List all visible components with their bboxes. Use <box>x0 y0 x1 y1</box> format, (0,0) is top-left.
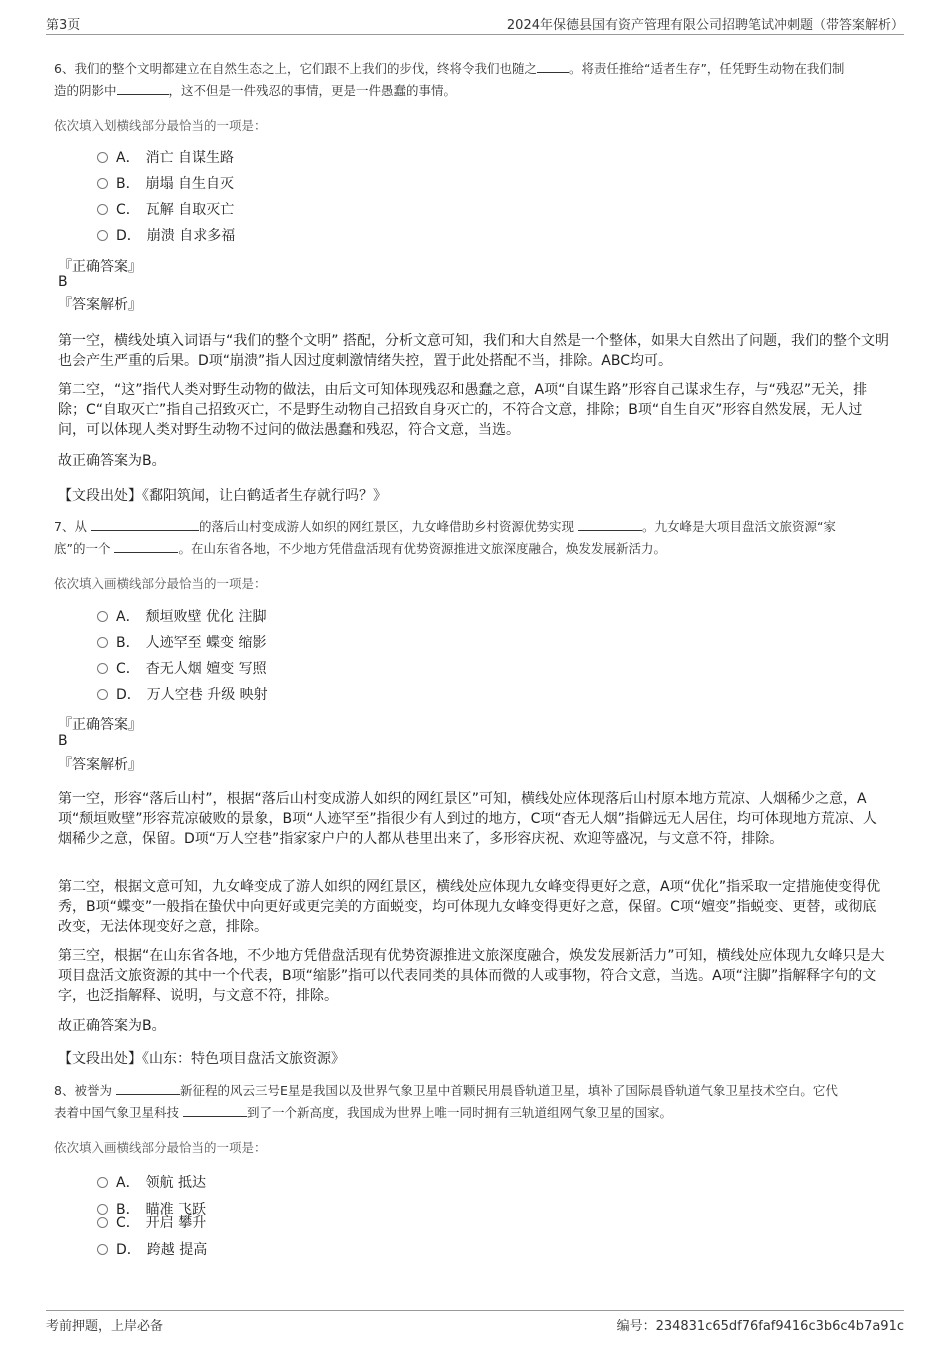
question-7-prompt: 依次填入画横线部分最恰当的一项是： <box>54 576 267 591</box>
q8-option-b[interactable]: B． 瞄准 飞跃 <box>97 1199 206 1221</box>
answer-label: 『正确答案』 <box>58 717 142 733</box>
q6-option-c[interactable]: C． 瓦解 自取灭亡 <box>97 199 234 221</box>
blank <box>578 516 642 531</box>
q7-option-c[interactable]: C． 杳无人烟 嬗变 写照 <box>97 658 267 680</box>
document-code: 编号：234831c65df76faf9416c3b6c4b7a91c <box>616 1319 904 1334</box>
radio-icon[interactable] <box>97 204 108 215</box>
q8-option-d[interactable]: D． 跨越 提高 <box>97 1239 207 1261</box>
radio-icon[interactable] <box>97 637 108 648</box>
radio-icon[interactable] <box>97 611 108 622</box>
q6-option-a[interactable]: A． 消亡 自谋生路 <box>97 147 234 169</box>
analysis-paragraph: 第二空，“这”指代人类对野生动物的做法，由后文可知体现残忍和愚蠢之意，A项“自谋生路”形容自己谋求生存，与“残忍”无关，排除；C“自取灭亡”指自己招致灭亡，不是野生动物自己招致自身灭亡的，不符合文意，排除；B项“自生自灭”形容自然发展，无人过问，可以体现人类对野生动物不过问的做法愚蠢和残忍，符合文意，当选。 <box>58 382 868 438</box>
q8-option-c[interactable]: C． 开启 攀升 <box>97 1212 206 1234</box>
q7-option-a[interactable]: A． 颓垣败壁 优化 注脚 <box>97 606 266 628</box>
q7-option-d[interactable]: D． 万人空巷 升级 映射 <box>97 684 268 706</box>
analysis-conclusion: 故正确答案为B。 <box>58 453 166 469</box>
source-citation: 【文段出处】《山东：特色项目盘活文旅资源》 <box>58 1051 345 1067</box>
answer-label: 『正确答案』 <box>58 259 142 275</box>
radio-icon[interactable] <box>97 178 108 189</box>
question-8-stem: 8、被誉为 新征程的风云三号E星是我国以及世界气象卫星中首颗民用晨昏轨道卫星，填补了国际晨昏轨道气象卫星技术空白。它代 表着中国气象卫星科技 到了一个新高度，我国成为世界上唯一同时拥有三轨道组网气象卫星的国家。 <box>54 1080 904 1124</box>
analysis-paragraph: 第一空，横线处填入词语与“我们的整个文明” 搭配，分析文意可知，我们和大自然是一个整体，如果大自然出了问题，我们的整个文明也会产生严重的后果。D项“崩溃”指人因过度刺激情绪失控，置于此处搭配不当，排除。ABC均可。 <box>58 333 889 369</box>
q7-option-b[interactable]: B． 人迹罕至 蝶变 缩影 <box>97 632 267 654</box>
radio-icon[interactable] <box>97 663 108 674</box>
page-header <box>46 14 904 35</box>
source-citation: 【文段出处】《鄱阳筑闻，让白鹤适者生存就行吗？》 <box>58 488 387 504</box>
blank <box>183 1102 247 1117</box>
radio-icon[interactable] <box>97 1177 108 1188</box>
question-7-stem: 7、从 的落后山村变成游人如织的网红景区，九女峰借助乡村资源优势实现 。九女峰是大项目盘活文旅资源“家 底”的一个 。在山东省各地，不少地方凭借盘活现有优势资源推进文旅深度融合，焕发发展新活力。 <box>54 516 904 560</box>
analysis-conclusion: 故正确答案为B。 <box>58 1018 166 1034</box>
analysis-label: 『答案解析』 <box>58 297 142 313</box>
q8-option-a[interactable]: A． 领航 抵达 <box>97 1172 206 1194</box>
document-title: 2024年保德县国有资产管理有限公司招聘笔试冲刺题（带答案解析） <box>506 18 904 33</box>
question-6-stem: 6、我们的整个文明都建立在自然生态之上，它们跟不上我们的步伐，终将令我们也随之 。将责任推给“适者生存”，任凭野生动物在我们制 造的阴影中 ，这不但是一件残忍的事情，更是一件愚蠢的事情。 <box>54 58 904 102</box>
radio-icon[interactable] <box>97 152 108 163</box>
page-footer <box>46 1310 904 1333</box>
q6-option-b[interactable]: B． 崩塌 自生自灭 <box>97 173 234 195</box>
radio-icon[interactable] <box>97 230 108 241</box>
blank <box>114 538 178 553</box>
question-8-prompt: 依次填入画横线部分最恰当的一项是： <box>54 1140 267 1155</box>
blank <box>116 1080 180 1095</box>
analysis-paragraph: 第二空，根据文意可知，九女峰变成了游人如织的网红景区，横线处应体现九女峰变得更好之意，A项“优化”指采取一定措施使变得优秀，B项“蝶变”一般指在蛰伏中向更好或更完美的方面蜕变，均可体现九女峰变得更好之意，保留。C项“嬗变”指蜕变、更替，或彻底改变，无法体现变好之意，排除。 <box>58 879 881 935</box>
answer-value: B <box>58 274 68 290</box>
q6-option-d[interactable]: D． 崩溃 自求多福 <box>97 225 235 247</box>
footer-slogan: 考前押题，上岸必备 <box>46 1319 164 1334</box>
radio-icon[interactable] <box>97 689 108 700</box>
answer-value: B <box>58 733 68 749</box>
analysis-label: 『答案解析』 <box>58 757 142 773</box>
page-number: 第3页 <box>46 18 81 33</box>
question-6-prompt: 依次填入划横线部分最恰当的一项是： <box>54 118 267 133</box>
analysis-paragraph: 第一空，形容“落后山村”，根据“落后山村变成游人如织的网红景区”可知，横线处应体现落后山村原本地方荒凉、人烟稀少之意，A项“颓垣败壁”形容荒凉破败的景象，B项“人迹罕至”指很少有人到过的地方，C项“杳无人烟”指僻远无人居住，均可体现地方荒凉、人烟稀少之意，保留。D项“万人空巷”指家家户户的人都从巷里出来了，多形容庆祝、欢迎等盛况，与文意不符，排除。 <box>58 791 877 847</box>
analysis-paragraph: 第三空，根据“在山东省各地，不少地方凭借盘活现有优势资源推进文旅深度融合，焕发发展新活力”可知，横线处应体现九女峰只是大项目盘活文旅资源的其中一个代表，B项“缩影”指可以代表同类的具体而微的人或事物，符合文意，当选。A项“注脚”指解释字句的文字，也泛指解释、说明，与文意不符，排除。 <box>58 948 885 1004</box>
blank <box>117 80 169 95</box>
radio-icon[interactable] <box>97 1217 108 1228</box>
blank <box>91 516 199 531</box>
blank <box>537 58 569 73</box>
radio-icon[interactable] <box>97 1244 108 1255</box>
